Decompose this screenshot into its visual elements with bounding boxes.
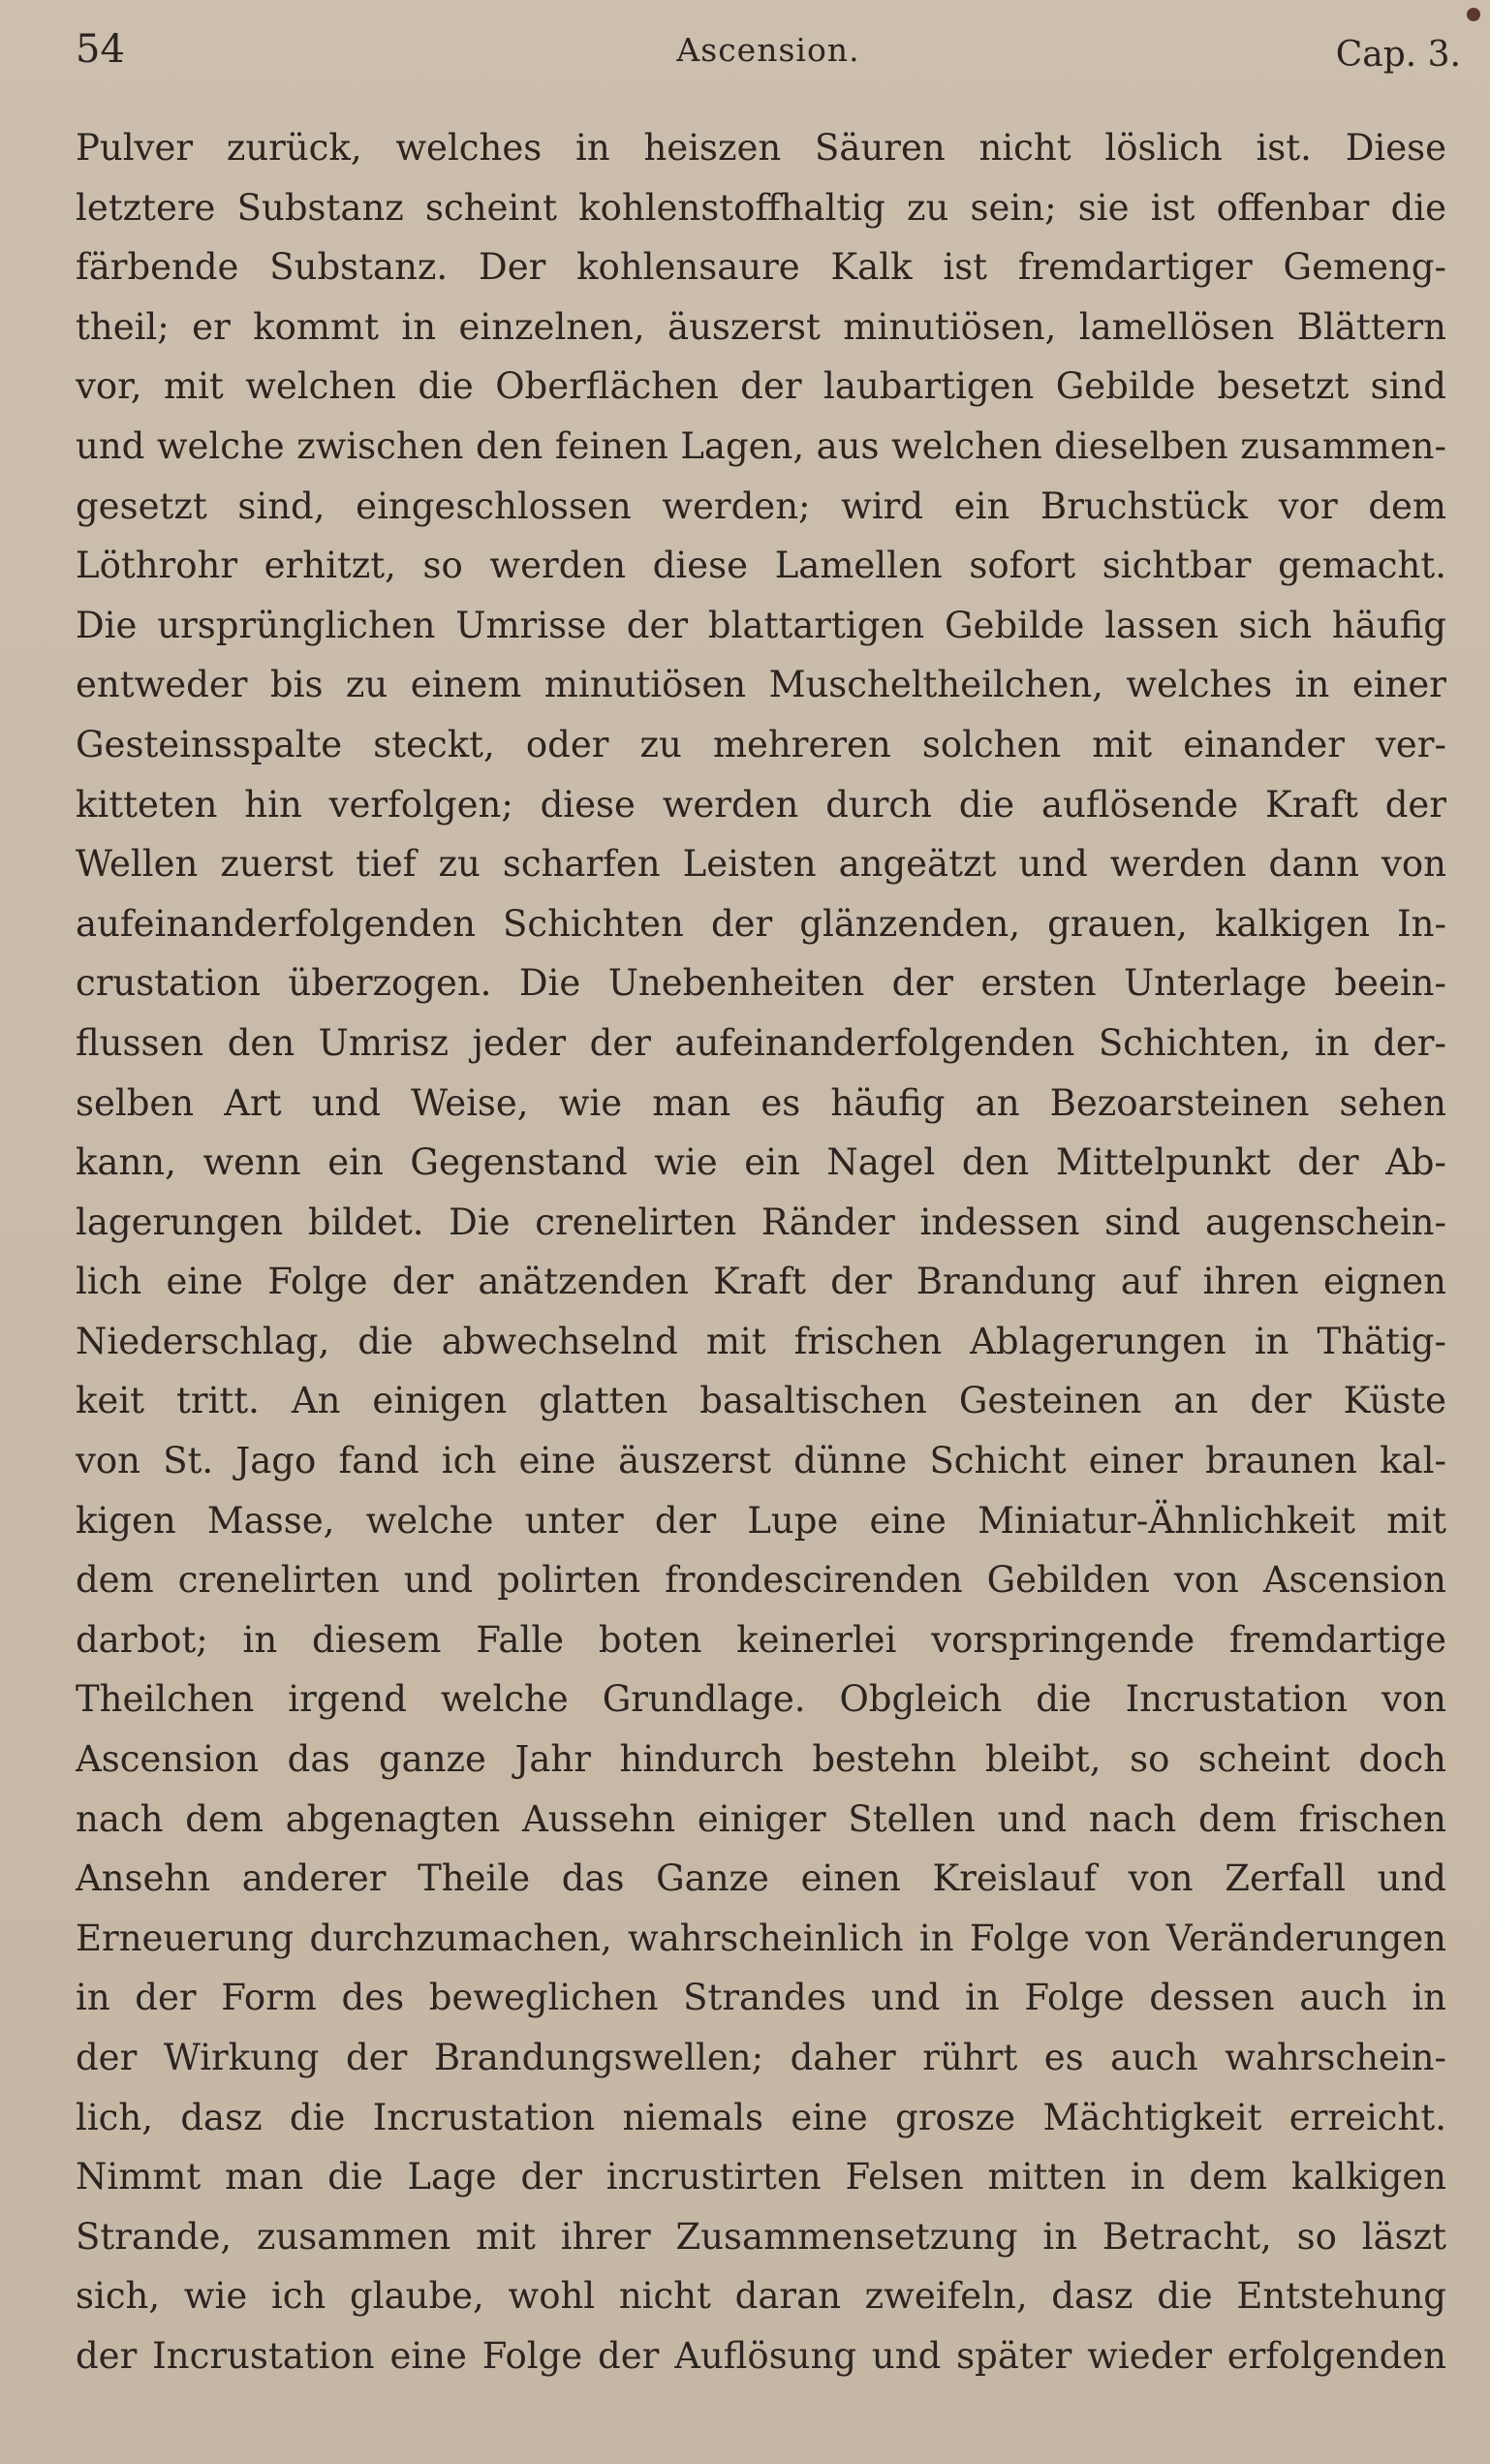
text-line: lagerungen bildet. Die crenelirten Ränder indessen sind augenschein- [76,1201,1446,1243]
page-header [76,27,1461,85]
running-title: Ascension. [676,31,860,69]
text-line: kann, wenn ein Gegenstand wie ein Nagel den Mittelpunkt der Ab- [76,1141,1446,1184]
text-line: Theilchen irgend welche Grundlage. Obgleich die Incrustation von [76,1678,1446,1721]
text-line: flussen den Umrisz jeder der aufeinanderfolgenden Schichten, in der- [76,1021,1446,1064]
text-line: Löthrohr erhitzt, so werden diese Lamellen sofort sichtbar gemacht. [76,545,1446,587]
page-number: 54 [76,27,125,72]
text-line: vor, mit welchen die Oberflächen der laubartigen Gebilde besetzt sind [76,365,1446,408]
text-line: Nimmt man die Lage der incrustirten Felsen mitten in dem kalkigen [76,2156,1446,2199]
body-text [76,118,1446,2386]
text-line: der Wirkung der Brandungswellen; daher rührt es auch wahrschein- [76,2037,1446,2078]
text-line: Ansehn anderer Theile das Ganze einen Kreislauf von Zerfall und [76,1857,1446,1900]
text-line: nach dem abgenagten Aussehn einiger Stellen und nach dem frischen [76,1797,1446,1840]
text-line: selben Art und Weise, wie man es häufig an Bezoarsteinen sehen [76,1081,1446,1124]
chapter-reference: Cap. 3. [1335,35,1461,75]
text-line: sich, wie ich glaube, wohl nicht daran zweifeln, dasz die Entstehung [76,2275,1446,2318]
text-line: letztere Substanz scheint kohlenstoffhaltig zu sein; sie ist offenbar die [76,186,1446,229]
text-line: in der Form des beweglichen Strandes und in Folge dessen auch in [76,1977,1446,2019]
text-line: von St. Jago fand ich eine äuszerst dünne Schicht einer braunen kal- [76,1440,1446,1482]
text-line: aufeinanderfolgenden Schichten der glänzenden, grauen, kalkigen In- [76,902,1446,945]
text-line: theil; er kommt in einzelnen, äuszerst minutiösen, lamellösen Blättern [76,305,1446,348]
text-line: Gesteinsspalte steckt, oder zu mehreren solchen mit einander ver- [76,723,1446,765]
text-line: kitteten hin verfolgen; diese werden durch die auflösende Kraft der [76,783,1446,826]
text-line: gesetzt sind, eingeschlossen werden; wird ein Bruchstück vor dem [76,484,1446,527]
text-line: keit tritt. An einigen glatten basaltischen Gesteinen an der Küste [76,1380,1446,1422]
text-line: Erneuerung durchzumachen, wahrscheinlich in Folge von Veränderungen [76,1917,1446,1959]
text-line: dem crenelirten und polirten frondescirenden Gebilden von Ascension [76,1559,1446,1602]
text-line: crustation überzogen. Die Unebenheiten der ersten Unterlage beein- [76,962,1446,1005]
text-line: Ascension das ganze Jahr hindurch bestehn bleibt, so scheint doch [76,1738,1446,1781]
text-line: lich eine Folge der anätzenden Kraft der Brandung auf ihren eignen [76,1261,1446,1303]
text-line: kigen Masse, welche unter der Lupe eine Miniatur-Ähnlichkeit mit [76,1499,1446,1542]
text-line: Niederschlag, die abwechselnd mit frischen Ablagerungen in Thätig- [76,1320,1446,1362]
ink-spot-mark [1467,8,1480,21]
text-line: Pulver zurück, welches in heiszen Säuren nicht löslich ist. Diese [76,127,1446,169]
text-line: Die ursprünglichen Umrisse der blattartigen Gebilde lassen sich häufig [76,604,1446,646]
text-line: lich, dasz die Incrustation niemals eine grosze Mächtigkeit erreicht. [76,2096,1446,2138]
text-line: darbot; in diesem Falle boten keinerlei vorspringende fremdartige [76,1618,1446,1661]
text-line: färbende Substanz. Der kohlensaure Kalk ist fremdartiger Gemeng- [76,246,1446,289]
text-line: der Incrustation eine Folge der Auflösung und später wieder erfolgenden [76,2334,1446,2377]
text-line: entweder bis zu einem minutiösen Muscheltheilchen, welches in einer [76,664,1446,706]
text-line: Wellen zuerst tief zu scharfen Leisten angeätzt und werden dann von [76,843,1446,886]
text-line: Strande, zusammen mit ihrer Zusammensetzung in Betracht, so läszt [76,2215,1446,2258]
text-line: und welche zwischen den feinen Lagen, aus welchen dieselben zusammen- [76,424,1446,467]
